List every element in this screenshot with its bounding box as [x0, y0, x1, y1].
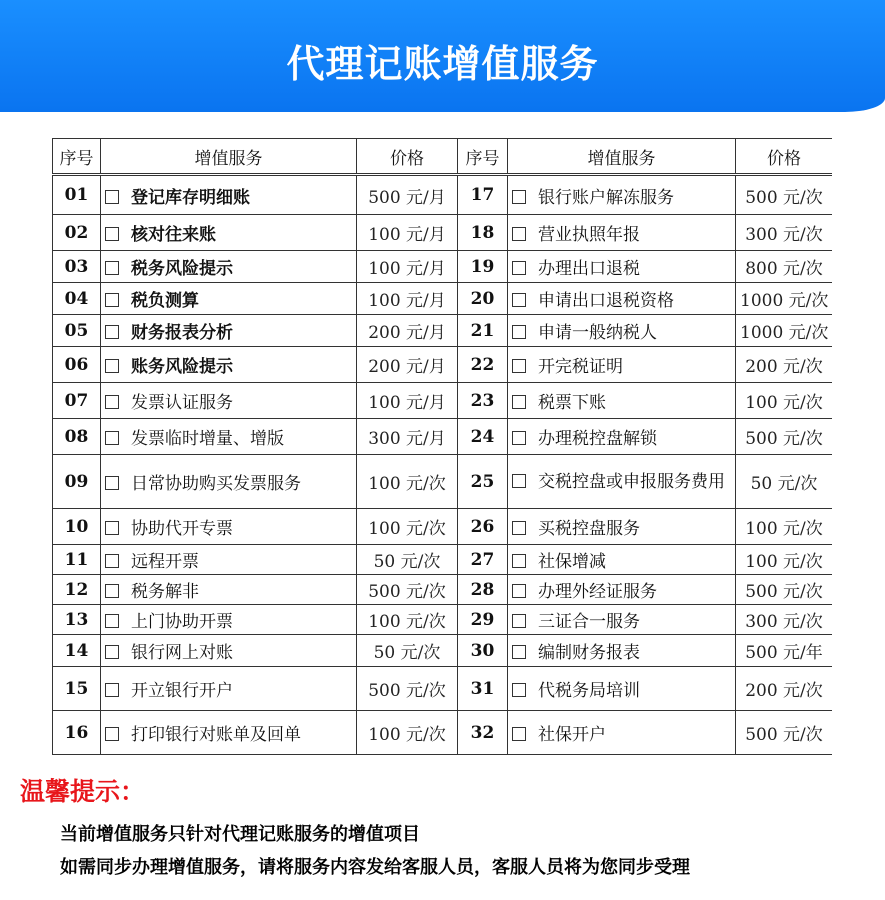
table-row [53, 383, 833, 419]
service-price-cell [736, 545, 833, 575]
service-name-cell [101, 419, 357, 455]
service-price-cell [357, 635, 458, 667]
tips-line-2: 如需同步办理增值服务，请将服务内容发给客服人员，客服人员将为您同步受理 [60, 857, 690, 878]
service-number-cell [53, 315, 101, 347]
checkbox-icon[interactable] [105, 476, 119, 490]
service-name: 账务风险提示 [131, 357, 233, 377]
service-price: 100 元/次 [745, 393, 823, 413]
tips-title: 温馨提示： [20, 777, 146, 806]
service-price-cell [357, 455, 458, 509]
service-name: 开完税证明 [538, 357, 623, 377]
table-row [53, 635, 833, 667]
table-row [53, 711, 833, 755]
service-name: 社保增减 [538, 552, 606, 572]
service-price: 100 元/月 [368, 259, 446, 279]
service-price-cell [736, 347, 833, 383]
service-price: 100 元/月 [368, 393, 446, 413]
service-number-cell [53, 545, 101, 575]
service-price-cell [736, 315, 833, 347]
service-name: 税票下账 [538, 393, 606, 413]
service-price: 500 元/月 [368, 187, 446, 208]
checkbox-icon[interactable] [512, 683, 526, 697]
service-number-cell [458, 383, 508, 419]
service-price: 100 元/月 [368, 225, 446, 245]
checkbox-icon[interactable] [105, 584, 119, 598]
table-row [53, 545, 833, 575]
checkbox-icon[interactable] [512, 293, 526, 307]
checkbox-icon[interactable] [512, 727, 526, 741]
service-name-cell [101, 283, 357, 315]
service-number: 13 [64, 609, 89, 630]
service-number: 20 [470, 288, 495, 309]
service-price: 100 元/月 [368, 291, 446, 311]
checkbox-icon[interactable] [512, 584, 526, 598]
service-name: 社保开户 [538, 725, 606, 745]
service-name-cell [508, 575, 736, 605]
service-number-cell [53, 575, 101, 605]
service-number: 06 [64, 354, 89, 375]
service-price-cell [736, 251, 833, 283]
service-number-cell [53, 635, 101, 667]
service-name-cell [508, 347, 736, 383]
service-number: 12 [64, 579, 89, 600]
service-number-cell [53, 711, 101, 755]
checkbox-icon[interactable] [105, 293, 119, 307]
checkbox-icon[interactable] [512, 614, 526, 628]
service-table-container [52, 138, 832, 755]
service-number: 27 [470, 549, 495, 570]
checkbox-icon[interactable] [105, 395, 119, 409]
service-price: 500 元/次 [368, 582, 446, 602]
service-name-cell [508, 283, 736, 315]
checkbox-icon[interactable] [105, 261, 119, 275]
service-number-cell [53, 455, 101, 509]
service-number: 26 [470, 516, 495, 537]
table-row [53, 347, 833, 383]
service-name: 打印银行对账单及回单 [131, 725, 301, 745]
checkbox-icon[interactable] [512, 431, 526, 445]
service-number-cell [458, 575, 508, 605]
service-price-cell [736, 383, 833, 419]
service-number: 15 [64, 678, 89, 699]
service-name-cell [508, 315, 736, 347]
service-price: 200 元/次 [745, 681, 823, 701]
service-name: 交税控盘或申报服务费用 [538, 471, 725, 492]
header-banner [0, 0, 885, 112]
service-name-cell [101, 175, 357, 215]
service-price-cell [357, 347, 458, 383]
service-price-cell [736, 283, 833, 315]
service-number-cell [53, 605, 101, 635]
service-name-cell [101, 383, 357, 419]
service-name-cell [508, 711, 736, 755]
table-row [53, 283, 833, 315]
service-name-cell [508, 605, 736, 635]
service-number-cell [53, 347, 101, 383]
service-price: 300 元/次 [745, 612, 823, 632]
service-name-cell [101, 711, 357, 755]
service-number-cell [53, 215, 101, 251]
service-price: 500 元/次 [745, 187, 823, 208]
service-name: 买税控盘服务 [538, 519, 640, 539]
service-price-cell [736, 175, 833, 215]
table-row [53, 251, 833, 283]
service-number: 32 [470, 722, 495, 743]
service-name-cell [101, 635, 357, 667]
table-row [53, 605, 833, 635]
table-row [53, 455, 833, 509]
service-name: 远程开票 [131, 552, 199, 572]
service-price-cell [357, 215, 458, 251]
service-name-cell [101, 347, 357, 383]
service-name: 营业执照年报 [538, 225, 640, 245]
service-price: 50 元/次 [373, 643, 441, 663]
checkbox-icon[interactable] [105, 227, 119, 241]
service-number: 04 [64, 288, 89, 309]
service-price-cell [736, 215, 833, 251]
service-name-cell [101, 667, 357, 711]
header-price: 价格 [357, 139, 458, 175]
service-price-cell [357, 175, 458, 215]
header-service: 增值服务 [508, 139, 736, 175]
checkbox-icon[interactable] [512, 521, 526, 535]
service-name: 发票认证服务 [131, 393, 233, 413]
service-price-cell [357, 509, 458, 545]
table-row [53, 315, 833, 347]
service-name-cell [101, 575, 357, 605]
service-name-cell [101, 545, 357, 575]
service-price: 200 元/月 [368, 323, 446, 343]
service-number: 21 [470, 320, 495, 341]
service-price-cell [357, 383, 458, 419]
service-name-cell [508, 635, 736, 667]
service-number: 28 [470, 579, 495, 600]
checkbox-icon[interactable] [105, 359, 119, 373]
service-number: 31 [470, 678, 495, 699]
table-row [53, 215, 833, 251]
service-price-cell [357, 575, 458, 605]
service-number: 03 [64, 256, 89, 277]
service-name-cell [508, 545, 736, 575]
service-number-cell [458, 605, 508, 635]
service-name: 申请一般纳税人 [538, 323, 657, 343]
service-name: 代税务局培训 [538, 681, 640, 701]
service-price-cell [357, 283, 458, 315]
service-name: 税负测算 [131, 291, 199, 311]
service-number-cell [458, 283, 508, 315]
service-number: 01 [64, 185, 89, 205]
service-number-cell [458, 635, 508, 667]
service-price-cell [736, 605, 833, 635]
service-price: 100 元/次 [368, 612, 446, 632]
service-name-cell [508, 667, 736, 711]
service-number: 16 [64, 722, 89, 743]
service-price: 50 元/次 [373, 552, 441, 572]
service-number: 11 [64, 549, 89, 570]
checkbox-icon[interactable] [105, 521, 119, 535]
service-name: 上门协助开票 [131, 612, 233, 632]
service-price-cell [357, 667, 458, 711]
service-number: 07 [64, 390, 89, 411]
service-name: 协助代开专票 [131, 519, 233, 539]
service-number: 30 [470, 640, 495, 661]
service-price: 300 元/次 [745, 225, 823, 245]
service-name-cell [508, 383, 736, 419]
service-name: 编制财务报表 [538, 643, 640, 663]
service-name: 税务解非 [131, 582, 199, 602]
service-name: 银行网上对账 [131, 643, 233, 663]
service-name-cell [101, 215, 357, 251]
checkbox-icon[interactable] [105, 190, 119, 204]
service-number: 23 [470, 390, 495, 411]
checkbox-icon[interactable] [512, 227, 526, 241]
service-number: 14 [64, 640, 89, 661]
service-number: 24 [470, 426, 495, 447]
service-name: 核对往来账 [131, 225, 216, 245]
checkbox-icon[interactable] [105, 645, 119, 659]
checkbox-icon[interactable] [105, 554, 119, 568]
service-name: 登记库存明细账 [131, 187, 250, 208]
service-name: 发票临时增量、增版 [131, 429, 284, 449]
service-price: 100 元/次 [368, 474, 446, 494]
service-price: 300 元/月 [368, 429, 446, 449]
service-number: 29 [470, 609, 495, 630]
service-price-cell [357, 545, 458, 575]
service-number-cell [53, 383, 101, 419]
service-price-cell [736, 455, 833, 509]
service-number-cell [458, 455, 508, 509]
service-price: 800 元/次 [745, 259, 823, 279]
service-number-cell [53, 251, 101, 283]
service-name: 财务报表分析 [131, 323, 233, 343]
service-number-cell [458, 667, 508, 711]
service-price: 500 元/次 [745, 582, 823, 602]
service-price: 200 元/月 [368, 357, 446, 377]
service-price: 500 元/次 [745, 429, 823, 449]
service-name-cell [101, 605, 357, 635]
service-price: 100 元/次 [745, 552, 823, 572]
service-name-cell [101, 251, 357, 283]
service-name: 申请出口退税资格 [538, 291, 674, 311]
service-number-cell [53, 419, 101, 455]
service-price-cell [736, 509, 833, 545]
service-name: 办理外经证服务 [538, 582, 657, 602]
service-number: 02 [64, 222, 89, 243]
service-name: 日常协助购买发票服务 [131, 474, 301, 494]
service-name-cell [508, 251, 736, 283]
header-price: 价格 [736, 139, 833, 175]
service-price: 500 元/年 [745, 643, 823, 663]
service-number: 22 [470, 354, 495, 375]
service-price-cell [357, 711, 458, 755]
service-price-cell [357, 251, 458, 283]
service-number: 17 [470, 185, 495, 205]
service-number-cell [53, 175, 101, 215]
service-name-cell [508, 455, 736, 509]
service-number-cell [53, 667, 101, 711]
service-number-cell [458, 419, 508, 455]
tips-line-1: 当前增值服务只针对代理记账服务的增值项目 [60, 824, 420, 845]
service-price-table [52, 138, 832, 755]
checkbox-icon[interactable] [105, 683, 119, 697]
checkbox-icon[interactable] [512, 645, 526, 659]
service-price: 100 元/次 [745, 519, 823, 539]
service-name-cell [508, 419, 736, 455]
service-name-cell [508, 175, 736, 215]
table-row [53, 419, 833, 455]
checkbox-icon[interactable] [512, 359, 526, 373]
service-name: 办理出口退税 [538, 259, 640, 279]
service-name: 银行账户解冻服务 [538, 187, 674, 208]
service-name-cell [101, 315, 357, 347]
checkbox-icon[interactable] [512, 554, 526, 568]
service-number: 08 [64, 426, 89, 447]
service-number-cell [458, 509, 508, 545]
service-name-cell [101, 455, 357, 509]
header-service: 增值服务 [101, 139, 357, 175]
table-row [53, 575, 833, 605]
table-row [53, 509, 833, 545]
service-price: 500 元/次 [368, 681, 446, 701]
checkbox-icon[interactable] [512, 325, 526, 339]
service-name-cell [508, 215, 736, 251]
service-number-cell [53, 283, 101, 315]
service-number-cell [458, 711, 508, 755]
header-seq: 序号 [53, 139, 101, 175]
service-price-cell [357, 605, 458, 635]
table-header-row [53, 139, 833, 175]
service-price: 1000 元/次 [740, 291, 829, 311]
service-name: 税务风险提示 [131, 259, 233, 279]
service-number-cell [458, 545, 508, 575]
service-number-cell [458, 215, 508, 251]
service-price-cell [736, 575, 833, 605]
service-number: 25 [470, 471, 495, 492]
service-number-cell [53, 509, 101, 545]
service-price: 200 元/次 [745, 357, 823, 377]
service-price-cell [736, 419, 833, 455]
checkbox-icon[interactable] [512, 190, 526, 204]
service-number-cell [458, 315, 508, 347]
checkbox-icon[interactable] [512, 395, 526, 409]
checkbox-icon[interactable] [105, 325, 119, 339]
page-title: 代理记账增值服务 [286, 42, 599, 86]
checkbox-icon[interactable] [512, 474, 526, 488]
service-price: 50 元/次 [750, 474, 818, 494]
header-seq: 序号 [458, 139, 508, 175]
table-row [53, 667, 833, 711]
service-price: 1000 元/次 [740, 323, 829, 343]
service-number: 09 [64, 471, 89, 492]
table-row [53, 175, 833, 215]
checkbox-icon[interactable] [105, 431, 119, 445]
service-price-cell [357, 315, 458, 347]
checkbox-icon[interactable] [512, 261, 526, 275]
service-name: 办理税控盘解锁 [538, 429, 657, 449]
service-number: 05 [64, 320, 89, 341]
service-number: 19 [470, 256, 495, 277]
service-number-cell [458, 347, 508, 383]
service-name-cell [101, 509, 357, 545]
service-number: 18 [470, 222, 495, 243]
service-price-cell [736, 635, 833, 667]
service-number-cell [458, 251, 508, 283]
service-name-cell [508, 509, 736, 545]
service-number: 10 [64, 516, 89, 537]
service-price: 100 元/次 [368, 519, 446, 539]
service-price-cell [736, 711, 833, 755]
service-name: 三证合一服务 [538, 612, 640, 632]
service-price: 500 元/次 [745, 725, 823, 745]
service-price-cell [736, 667, 833, 711]
service-price-cell [357, 419, 458, 455]
service-price: 100 元/次 [368, 725, 446, 745]
service-number-cell [458, 175, 508, 215]
checkbox-icon[interactable] [105, 614, 119, 628]
checkbox-icon[interactable] [105, 727, 119, 741]
service-name: 开立银行开户 [131, 681, 233, 701]
